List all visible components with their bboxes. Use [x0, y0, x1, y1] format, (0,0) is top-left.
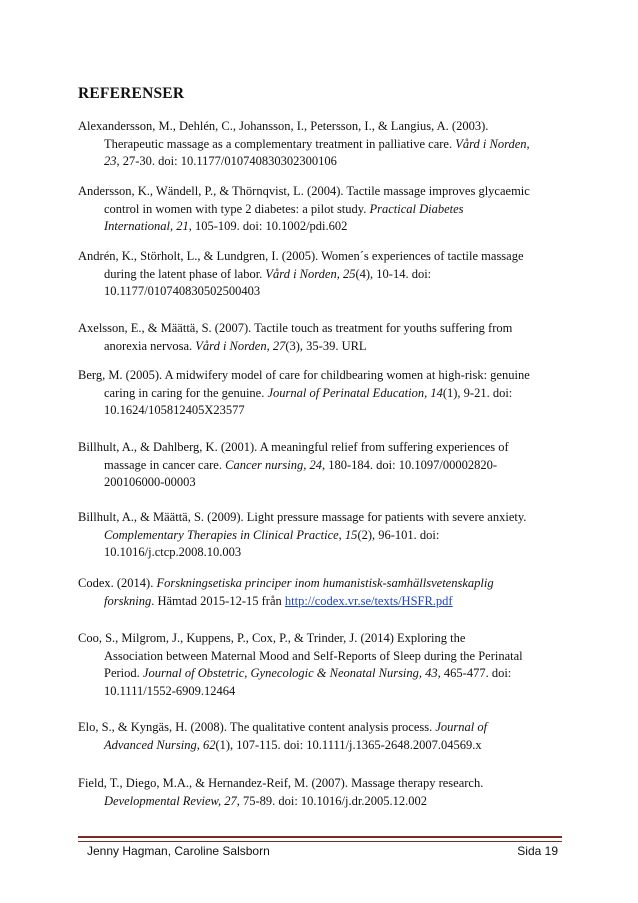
reference-entry: Elo, S., & Kyngäs, H. (2008). The qualitative content analysis process. Journal of Advanced Nursing, 62(1), 107-115. doi: 10.1111/j.1365-2648.2007.04569.x — [78, 720, 488, 752]
reference-entry: Field, T., Diego, M.A., & Hernandez-Reif, M. (2007). Massage therapy research. Developmental Review, 27, 75-89. doi: 10.1016/j.dr.2005.12.002 — [78, 776, 484, 808]
reference-entry: Billhult, A., & Dahlberg, K. (2001). A meaningful relief from suffering experiences of massage in cancer care. Cancer nursing, 24, 180-184. doi: 10.1097/00002820- 200106000-00003 — [78, 440, 509, 489]
footer-page-number: Sida 19 — [517, 844, 558, 858]
reference-entry: Andersson, K., Wändell, P., & Thörnqvist, L. (2004). Tactile massage improves glycaemic control in women with type 2 diabetes: a pilot study. Practical Diabetes International, 21, 105-109. doi: 10.1002/pdi.602 — [78, 184, 530, 233]
footer-rule-thick — [78, 836, 562, 838]
hsfr-link[interactable]: http://codex.vr.se/texts/HSFR.pdf — [284, 593, 453, 608]
reference-entry: Alexandersson, M., Dehlén, C., Johansson, I., Petersson, I., & Langius, A. (2003). Therapeutic massage as a complementary treatment in palliative care. Vård i Norden, 23, 27-30. doi: 10.1177/010740830302300106 — [78, 119, 530, 168]
reference-entry: Coo, S., Milgrom, J., Kuppens, P., Cox, P., & Trinder, J. (2014) Exploring the Association between Maternal Mood and Self-Reports of Sleep during the Perinatal Period. Journal of Obstetric, Gynecologic & Neonatal Nursing, 43, 465-477. doi: 10.1111/1552-6909.12464 — [78, 631, 523, 698]
footer-rule-thin — [78, 841, 562, 842]
reference-entry: Axelsson, E., & Määttä, S. (2007). Tactile touch as treatment for youths suffering from anorexia nervosa. Vård i Norden, 27(3), 35-39. URL — [78, 321, 513, 353]
reference-entry: Andrén, K., Störholt, L., & Lundgren, I. (2005). Women´s experiences of tactile massage during the latent phase of labor. Vård i Norden, 25(4), 10-14. doi: 10.1177/010740830502500403 — [78, 249, 524, 298]
reference-entry: Berg, M. (2005). A midwifery model of care for childbearing women at high-risk: genuine caring in caring for the genuine. Journal of Perinatal Education, 14(1), 9-21. doi: 10.1624/105812405X23577 — [78, 368, 530, 417]
reference-entry: Billhult, A., & Määttä, S. (2009). Light pressure massage for patients with severe anxiety. Complementary Therapies in Clinical Practice, 15(2), 96-101. doi: 10.1016/j.ctcp.2008.10.003 — [78, 510, 527, 559]
section-heading: REFERENSER — [78, 85, 185, 102]
reference-entry: Codex. (2014). Forskningsetiska principer inom humanistisk-samhällsvetenskaplig forskning. Hämtad 2015-12-15 från http://codex.vr.se/texts/HSFR.pdf — [78, 576, 494, 608]
footer-authors: Jenny Hagman, Caroline Salsborn — [87, 844, 270, 858]
